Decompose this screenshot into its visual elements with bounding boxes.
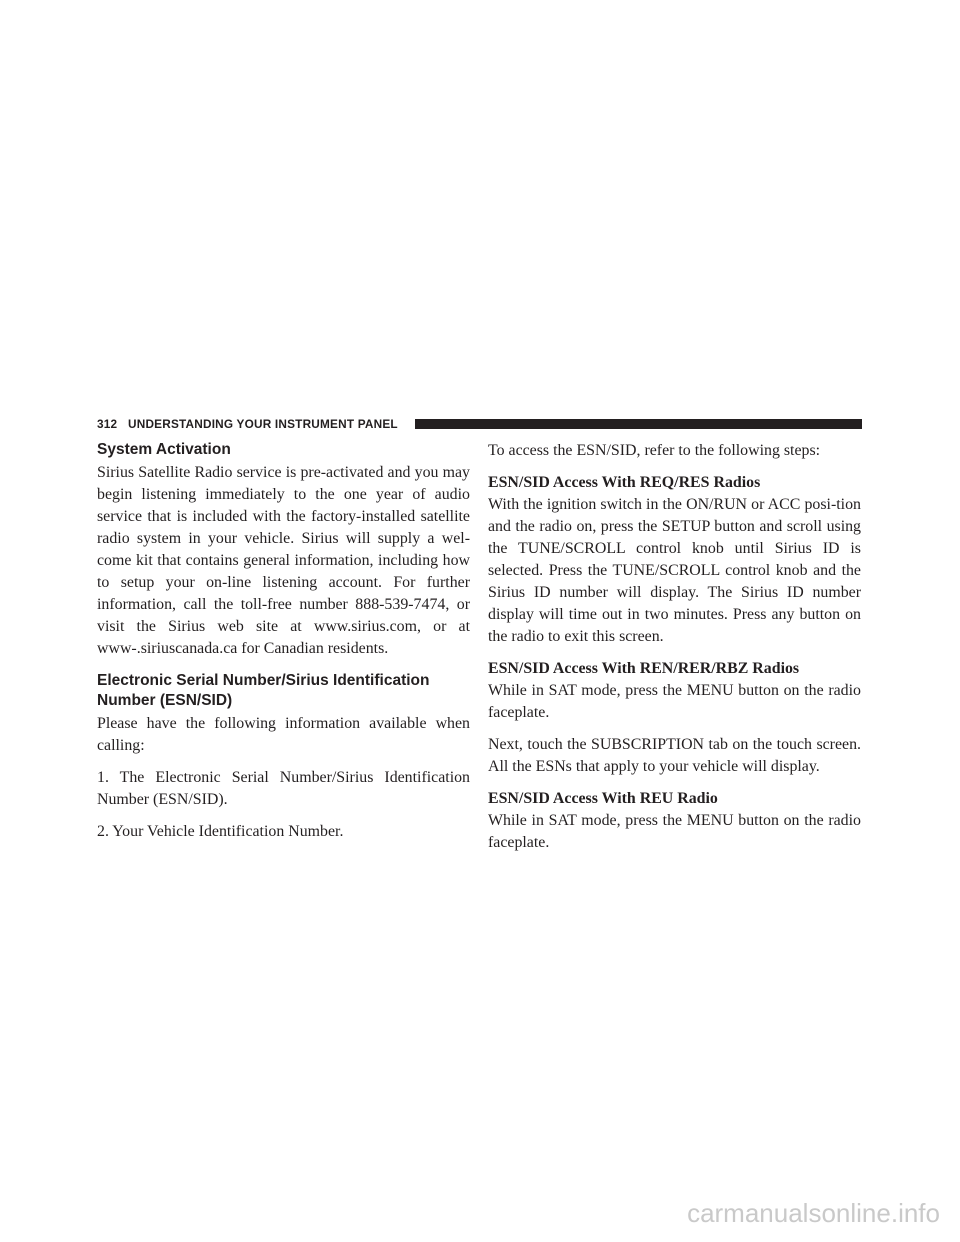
- heading-system-activation: System Activation: [97, 441, 231, 458]
- paragraph-ren-rer-rbz: While in SAT mode, press the MENU button on the radio faceplate.: [488, 682, 861, 721]
- list-item-vin: 2. Your Vehicle Identification Number.: [97, 823, 344, 840]
- page-number: 312: [97, 417, 118, 431]
- header-rule: [415, 419, 862, 429]
- section-title: UNDERSTANDING YOUR INSTRUMENT PANEL: [128, 417, 398, 431]
- subheading-reu: ESN/SID Access With REU Radio: [488, 790, 718, 807]
- subheading-req-res: ESN/SID Access With REQ/RES Radios: [488, 474, 761, 491]
- list-item-esn-sid: 1. The Electronic Serial Number/Sirius Identification Number (ESN/SID).: [97, 769, 470, 808]
- paragraph-system-activation: Sirius Satellite Radio service is pre-activated and you may begin listening immediately to the one year of audio service that is included with the factory-installed satellite radio system in your vehicle. Sirius will supply a wel-come kit that contains general information, including how to setup your on-line listening account. For further information, call the toll-free number 888-539-7474, or visit the Sirius web site at www.sirius.com, or at www-.siriuscanada.ca for Canadian residents.: [97, 464, 470, 657]
- right-column: [488, 440, 861, 864]
- paragraph-have-info: Please have the following information available when calling:: [97, 715, 470, 754]
- page-header: [97, 417, 862, 431]
- paragraph-access-intro: To access the ESN/SID, refer to the following steps:: [488, 442, 821, 459]
- subheading-ren-rer-rbz: ESN/SID Access With REN/RER/RBZ Radios: [488, 660, 800, 677]
- paragraph-subscription-tab: Next, touch the SUBSCRIPTION tab on the touch screen. All the ESNs that apply to your vehicle will display.: [488, 736, 861, 775]
- heading-esn-sid-line-1: Electronic Serial Number/Sirius Identification: [97, 672, 430, 689]
- left-column: [97, 440, 470, 853]
- paragraph-req-res: With the ignition switch in the ON/RUN or ACC posi-tion and the radio on, press the SETUP button and scroll using the TUNE/SCROLL control knob until Sirius ID is selected. Press the TUNE/SCROLL control knob and the Sirius ID number will display. The Sirius ID number display will time out in two minutes. Press any button on the radio to exit this screen.: [488, 496, 861, 645]
- heading-esn-sid: [97, 671, 470, 711]
- paragraph-reu: While in SAT mode, press the MENU button on the radio faceplate.: [488, 812, 861, 851]
- heading-esn-sid-line-2: Number (ESN/SID): [97, 692, 233, 709]
- watermark: carmanualsonline.info: [687, 1198, 940, 1228]
